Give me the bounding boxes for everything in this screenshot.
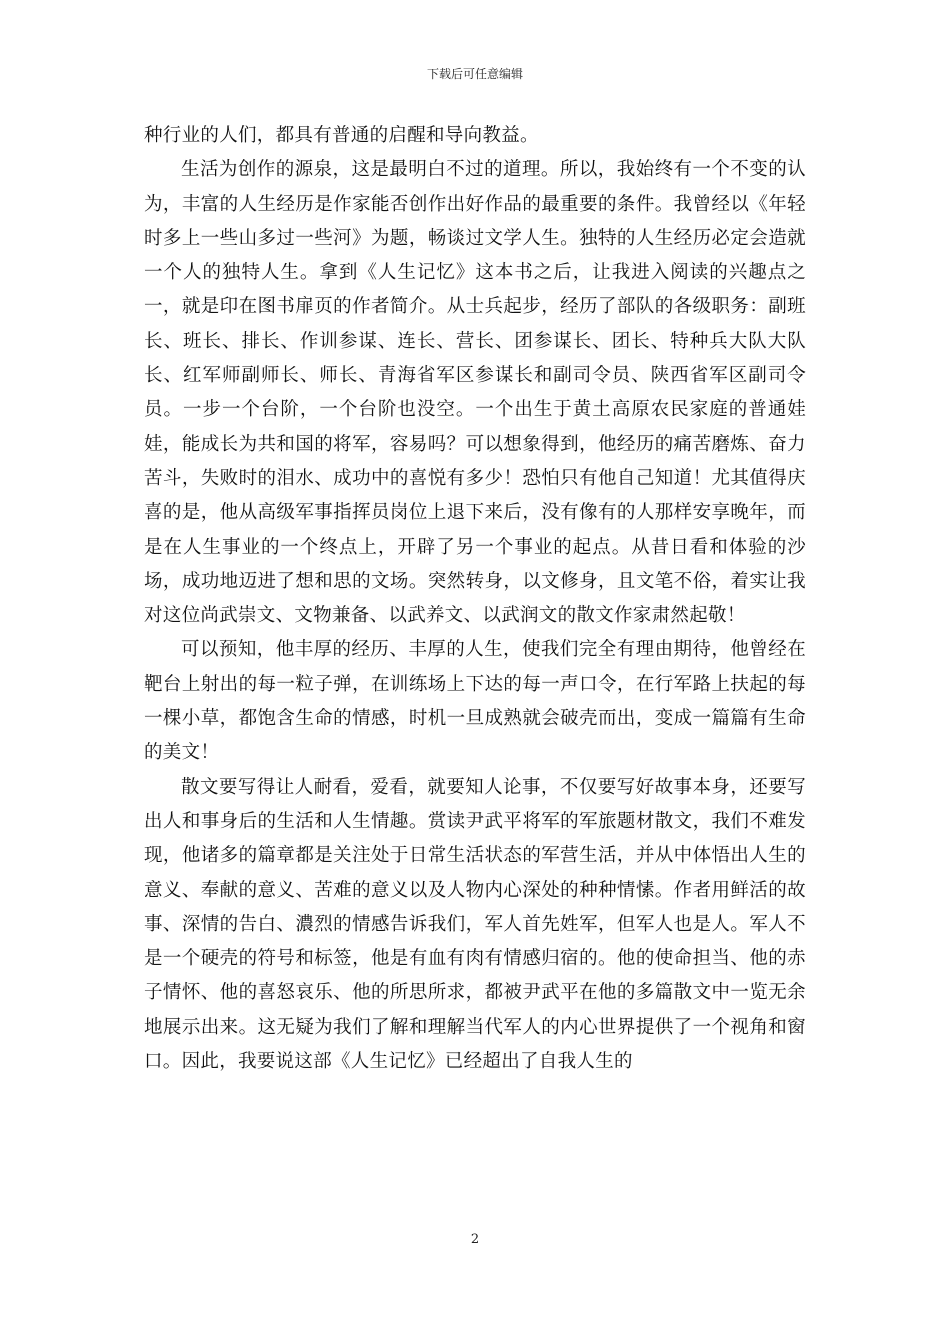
paragraph: 生活为创作的源泉，这是最明白不过的道理。所以，我始终有一个不变的认为，丰富的人生经历是作家能否创作出好作品的最重要的条件。我曾经以《年轻时多上一些山多过一些河》为题，畅谈过文学人生。独特的人生经历必定会造就一个人的独特人生。拿到《人生记忆》这本书之后，让我进入阅读的兴趣点之一，就是印在图书扉页的作者简介。从士兵起步，经历了部队的各级职务：副班长、班长、排长、作训参谋、连长、营长、团参谋长、团长、特种兵大队大队长、红军师副师长、师长、青海省军区参谋长和副司令员、陕西省军区副司令员。一步一个台阶，一个台阶也没空。一个出生于黄土高原农民家庭的普通娃娃，能成长为共和国的将军，容易吗？可以想象得到，他经历的痛苦磨炼、奋力苦斗，失败时的泪水、成功中的喜悦有多少！恐怕只有他自己知道！尤其值得庆喜的是，他从高级军事指挥员岗位上退下来后，没有像有的人那样安享晚年，而是在人生事业的一个终点上，开辟了另一个事业的起点。从昔日看和体验的沙场，成功地迈进了想和思的文场。突然转身，以文修身，且文笔不俗，着实让我对这位尚武崇文、文物兼备、以武养文、以武润文的散文作家肃然起敬！ bbox=[144, 159, 806, 627]
page-number: 2 bbox=[470, 1232, 480, 1247]
page-header: 下载后可任意编辑 bbox=[426, 67, 523, 81]
paragraph: 散文要写得让人耐看，爱看，就要知人论事，不仅要写好故事本身，还要写出人和事身后的生活和人生情趣。赏读尹武平将军的军旅题材散文，我们不难发现，他诸多的篇章都是关注处于日常生活状态的军营生活，并从中体悟出人生的意义、奉献的意义、苦难的意义以及人物内心深处的种种情愫。作者用鲜活的故事、深情的告白、濃烈的情感告诉我们，军人首先姓军，但军人也是人。军人不是一个硬壳的符号和标签，他是有血有肉有情感归宿的。他的使命担当、他的赤子情怀、他的喜怒哀乐、他的所思所求，都被尹武平在他的多篇散文中一览无余地展示出来。这无疑为我们了解和理解当代军人的内心世界提供了一个视角和窗口。因此，我要说这部《人生记忆》已经超出了自我人生的 bbox=[144, 776, 806, 1073]
document-body bbox=[144, 119, 806, 1079]
paragraph-continuation: 种行业的人们，都具有普通的启醒和导向教益。 bbox=[144, 125, 539, 146]
paragraph: 可以预知，他丰厚的经历、丰厚的人生，使我们完全有理由期待，他曾经在靶台上射出的每一粒子弹，在训练场上下达的每一声口令，在行军路上扶起的每一棵小草，都饱含生命的情感，时机一旦成熟就会破壳而出，变成一篇篇有生命的美文！ bbox=[144, 639, 806, 764]
